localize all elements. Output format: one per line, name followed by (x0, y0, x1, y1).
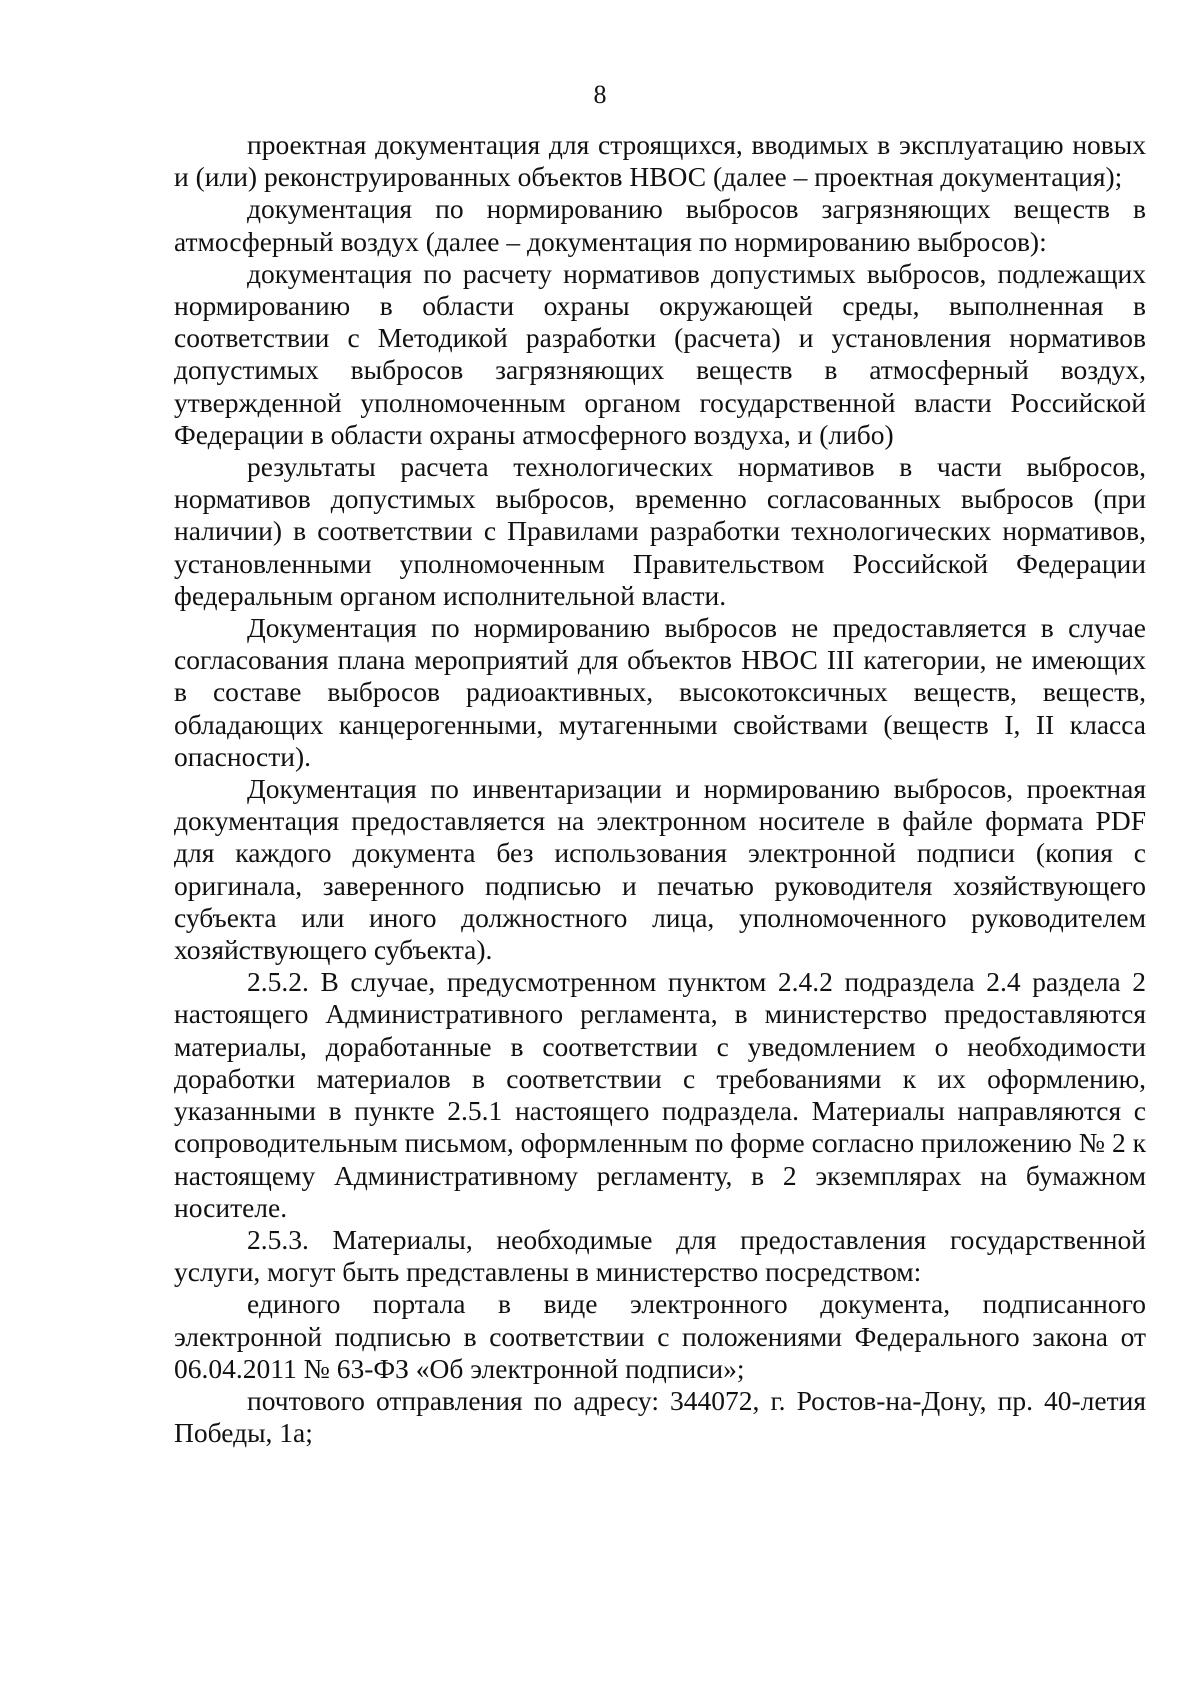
paragraph-2-5-2: 2.5.2. В случае, предусмотренном пунктом 2.4.2 подраздела 2.4 раздела 2 настоящего Административного регламента, в министерство предоставляются материалы, доработанные в соответствии с уведомлением о необходимости доработки материалов в соответствии с требованиями к их оформлению, указанными в пункте 2.5.1 настоящего подраздела. Материалы направляются с сопроводительным письмом, оформленным по форме согласно приложению № 2 к настоящему Административному регламенту, в 2 экземплярах на бумажном носителе. (174, 966, 1146, 1223)
paragraph-postal-address: почтового отправления по адресу: 344072, г. Ростов-на-Дону, пр. 40-летия Победы, 1а; (174, 1384, 1146, 1449)
paragraph-design-documentation: проектная документация для строящихся, вводимых в эксплуатацию новых и (или) реконструированных объектов НВОС (далее – проектная документация); (174, 129, 1146, 193)
paragraph-electronic-media: Документация по инвентаризации и нормированию выбросов, проектная документация предоставляется на электронном носителе в файле формата PDF для каждого документа без использования электронной подписи (копия с оригинала, заверенного подписью и печатью руководителя хозяйствующего субъекта или иного должностного лица, уполномоченного руководителем хозяйствующего субъекта). (174, 773, 1146, 966)
paragraph-unified-portal: единого портала в виде электронного документа, подписанного электронной подписью в соответствии с положениями Федерального закона от 06.04.2011 № 63-ФЗ «Об электронной подписи»; (174, 1288, 1146, 1384)
document-body (174, 129, 1146, 1449)
paragraph-not-provided-case: Документация по нормированию выбросов не предоставляется в случае согласования плана мероприятий для объектов НВОС III категории, не имеющих в составе выбросов радиоактивных, высокотоксичных веществ, веществ, обладающих канцерогенными, мутагенными свойствами (веществ I, II класса опасности). (174, 612, 1146, 772)
paragraph-allowable-emissions-calc: документация по расчету нормативов допустимых выбросов, подлежащих нормированию в области охраны окружающей среды, выполненная в соответствии с Методикой разработки (расчета) и установления нормативов допустимых выбросов загрязняющих веществ в атмосферный воздух, утвержденной уполномоченным органом государственной власти Российской Федерации в области охраны атмосферного воздуха, и (либо) (174, 257, 1146, 450)
paragraph-2-5-3: 2.5.3. Материалы, необходимые для предоставления государственной услуги, могут быть представлены в министерство посредством: (174, 1223, 1146, 1288)
page-number: 8 (593, 80, 607, 109)
paragraph-emission-documentation: документация по нормированию выбросов загрязняющих веществ в атмосферный воздух (далее – документация по нормированию выбросов): (174, 193, 1146, 257)
paragraph-technological-norms: результаты расчета технологических нормативов в части выбросов, нормативов допустимых выбросов, временно согласованных выбросов (при наличии) в соответствии с Правилами разработки технологических нормативов, установленными уполномоченным Правительством Российской Федерации федеральным органом исполнительной власти. (174, 451, 1146, 611)
